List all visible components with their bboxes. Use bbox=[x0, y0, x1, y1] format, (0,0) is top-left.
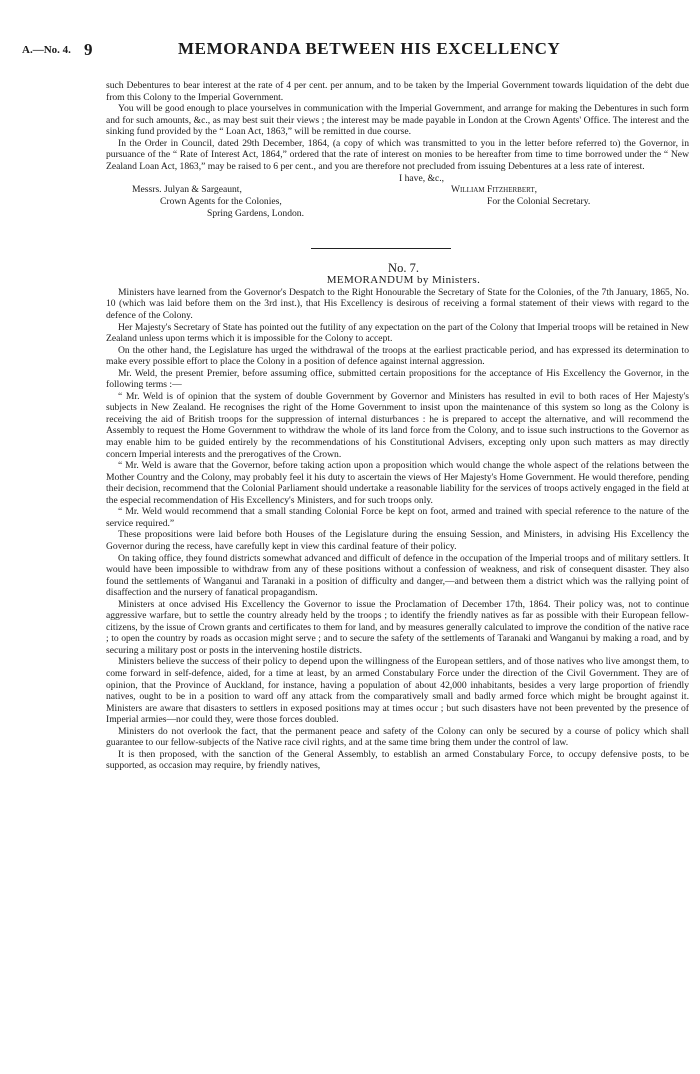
signatory-name: William Fitzherbert, bbox=[451, 184, 538, 196]
memo-paragraph-3: On the other hand, the Legislature has urged the withdrawal of the troops at the earliest practicable period, and has expressed its determination to make every possible effort to place the Colony in a position of defence against internal aggression. bbox=[106, 344, 689, 368]
memo-title: MEMORANDUM by Ministers. bbox=[326, 274, 481, 287]
paper-reference: A.—No. 4. bbox=[22, 44, 71, 56]
letter-paragraph-3: In the Order in Council, dated 29th December, 1864, (a copy of which was transmitted to you in the letter before referred to) the Governor, in pursuance of the “ Rate of Interest Act, 1864,” ordered that the rate of interest on monies to be hereafter from time to time borrowed under the “ New Zealand Loan Act, 1863,” may be raised to 6 per cent., and you are therefore not precluded from issuing Debentures at a less rate of interest. bbox=[106, 137, 689, 172]
memo-paragraph-9: On taking office, they found districts somewhat advanced and difficult of defence in the occupation of the Imperial troops and of military settlers. It would have been impossible to withdraw from any of these positions without a confession of weakness, and risk of consequent disaster. They also found the settlements of Wanganui and Taranaki in a position of difficulty and danger,—and between them a district which was the rallying point of disaffection and the nursery of fanatical propagandism. bbox=[106, 552, 689, 599]
memo-paragraph-5: “ Mr. Weld is of opinion that the system of double Government by Governor and Ministers has resulted in evil to both races of Her Majesty's subjects in New Zealand. He recognises the right of the Home Government to insist upon the maintenance of this system so long as the Colony is receiving the aid of British troops for the suppression of internal disturbances : he is prepared to accept the alternative, and will recommend the Assembly to request the Home Government to withdraw the whole of its land force from the Colony, and to issue such instructions to the Governor as may enable him to be guided entirely by the recommendations of his Constitutional Advisers, excepting only upon such matters as may directly concern Imperial interests and the prerogatives of the Crown. bbox=[106, 390, 689, 460]
memo-paragraph-10: Ministers at once advised His Excellency the Governor to issue the Proclamation of December 17th, 1864. Their policy was, not to continue aggressive warfare, but to settle the country already held by the troops ; to identify the friendly natives as far as possible with their European fellow-citizens, by the issue of Crown grants and certificates to them for land, and by measures generally calculated to improve the condition of the native race ; to open the country by roads as occasion might serve ; and to secure the safety of the settlements of Taranaki and Wanganui by making a road, and by securing a military post or posts in the intervening hostile districts. bbox=[106, 598, 689, 656]
memo-paragraph-6: “ Mr. Weld is aware that the Governor, before taking action upon a proposition which would change the whole aspect of the relations between the Mother Country and the Colony, may probably feel it his duty to ascertain the views of Her Majesty's Home Government. He would therefore, pending their decision, recommend that the Colonial Parliament should undertake a reasonable liability for the services of troops actively engaged in the field at the especial recommendation of His Excellency's Ministers, and for such troops only. bbox=[106, 460, 689, 506]
memo-number: No. 7. bbox=[388, 261, 419, 276]
memo-paragraph-13: It is then proposed, with the sanction of the General Assembly, to establish an armed Constabulary Force, to occupy defensive posts, to be supported, as occasion may require, by friendly natives, bbox=[106, 748, 689, 772]
page-body bbox=[106, 80, 689, 772]
section-divider bbox=[311, 248, 451, 249]
signature-block bbox=[106, 172, 689, 232]
addressee-line-1: Messrs. Julyan & Sargeaunt, bbox=[132, 184, 242, 196]
letter-paragraph-1: such Debentures to bear interest at the rate of 4 per cent. per annum, and to be taken by the Imperial Government towards liquidation of the debt due from this Colony to the Imperial Government. bbox=[106, 80, 689, 103]
addressee-line-3: Spring Gardens, London. bbox=[207, 208, 304, 220]
closing-line: I have, &c., bbox=[399, 173, 445, 185]
memo-paragraph-2: Her Majesty's Secretary of State has pointed out the futility of any expectation on the part of the Colony that Imperial troops will be retained in New Zealand unless upon terms which it is impossible for the Colony to accept. bbox=[106, 321, 689, 345]
letter-section bbox=[106, 80, 689, 232]
signatory-title: For the Colonial Secretary. bbox=[487, 196, 591, 208]
memo-paragraph-7: “ Mr. Weld would recommend that a small standing Colonial Force be kept on foot, armed and trained with special reference to the nature of the service required.” bbox=[106, 506, 689, 529]
memo-paragraph-8: These propositions were laid before both Houses of the Legislature during the ensuing Session, and Ministers, in advising His Excellency the Governor during the recess, have carefully kept in view this cardinal feature of their policy. bbox=[106, 529, 689, 552]
memo-paragraph-11: Ministers believe the success of their policy to depend upon the willingness of the European settlers, and of those natives who live amongst them, to come forward in self-defence, aided, for a time at least, by an armed Constabulary Force under the direction of the Civil Government. They are of opinion, that the Province of Auckland, for instance, having a population of about 42,000 inhabitants, besides a very large proportion of friendly natives, ought to be in a position to ward off any attack from the comparatively small and badly armed force which might be brought against it. Ministers are aware that disasters to settlers in exposed positions may at times occur ; but such disasters have not been prevented by the presence of Imperial armies—nor could they, were those forces doubled. bbox=[106, 656, 689, 726]
memo-paragraph-1: Ministers have learned from the Governor's Despatch to the Right Honourable the Secretary of State for the Colonies, of the 7th January, 1865, No. 10 (which was laid before them on the 3rd inst.), that His Excellency is desirous of receiving a formal statement of their views with regard to the defence of the Colony. bbox=[106, 286, 689, 322]
running-title: MEMORANDA BETWEEN HIS EXCELLENCY bbox=[178, 39, 561, 58]
page-header bbox=[0, 36, 700, 66]
memo-paragraph-12: Ministers do not overlook the fact, that the permanent peace and safety of the Colony can only be secured by a course of policy which shall guarantee to our fellow-subjects of the Native race civil rights, and at the same time bring them under the control of law. bbox=[106, 725, 689, 749]
memo-paragraph-4: Mr. Weld, the present Premier, before assuming office, submitted certain propositions for the acceptance of His Excellency the Governor, in the following terms :— bbox=[106, 367, 689, 391]
letter-paragraph-2: You will be good enough to place yourselves in communication with the Imperial Government, and arrange for making the Debentures in such form and for such amounts, &c., as may best suit their views ; the interest may be made payable in London at the Crown Agents' Office. The interest and the sinking fund provided by the “ Loan Act, 1863,” will be remitted in due course. bbox=[106, 103, 689, 138]
page-number: 9 bbox=[84, 40, 93, 59]
memorandum-section bbox=[106, 261, 689, 772]
addressee-line-2: Crown Agents for the Colonies, bbox=[160, 196, 282, 208]
